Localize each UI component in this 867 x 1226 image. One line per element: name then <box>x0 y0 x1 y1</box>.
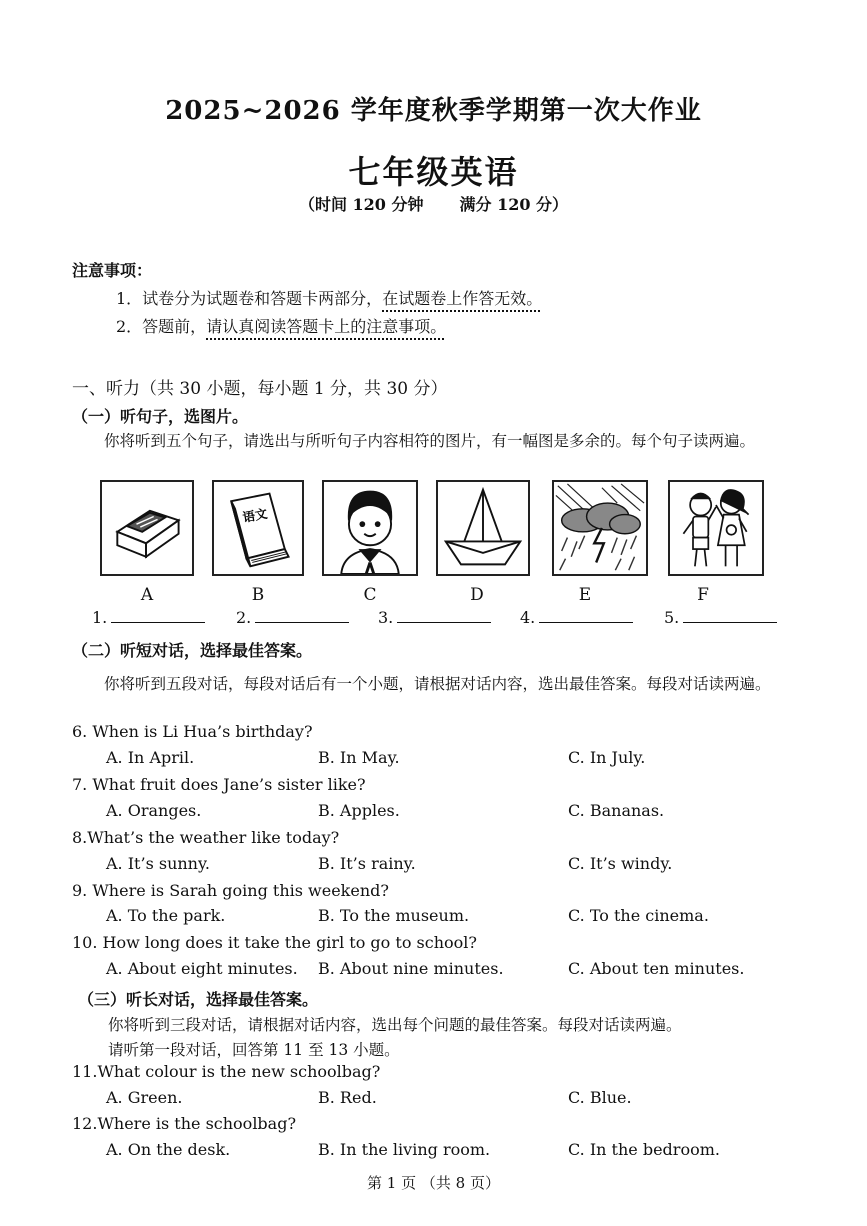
page-footer: 第 1 页 （共 8 页） <box>367 1174 500 1192</box>
question-7: 7. What fruit does Jane’s sister like? <box>72 775 366 794</box>
paper-boat-icon <box>438 482 528 574</box>
picture-c <box>322 480 418 576</box>
picture-label-a: A <box>140 585 154 605</box>
option-12c[interactable]: C. In the bedroom. <box>568 1140 720 1159</box>
option-8b[interactable]: B. It’s rainy. <box>318 854 416 873</box>
picture-d <box>436 480 530 576</box>
option-7b[interactable]: B. Apples. <box>318 801 400 820</box>
option-6a[interactable]: A. In April. <box>106 748 195 767</box>
option-9a[interactable]: A. To the park. <box>106 906 226 925</box>
answer-blank-2-number: 2. <box>236 608 252 627</box>
notice-item-1-emphasis: 在试题卷上作答无效。 <box>382 289 543 308</box>
option-6c[interactable]: C. In July. <box>568 748 646 767</box>
option-10a[interactable]: A. About eight minutes. <box>106 959 298 978</box>
option-10b[interactable]: B. About nine minutes. <box>318 959 504 978</box>
exam-meta <box>0 192 867 215</box>
option-12b[interactable]: B. In the living room. <box>318 1140 491 1159</box>
exam-subject: 七年级英语 <box>348 153 519 191</box>
part-3-heading: （三）听长对话，选择最佳答案。 <box>78 990 319 1009</box>
notice-item-1-text: 1．试卷分为试题卷和答题卡两部分， <box>116 289 383 308</box>
option-7a[interactable]: A. Oranges. <box>106 801 202 820</box>
notice-heading: 注意事项： <box>72 261 153 280</box>
option-12a[interactable]: A. On the desk. <box>106 1140 231 1159</box>
part-1-instruction: 你将听到五个句子，请选出与所听句子内容相符的图片，有一幅图是多余的。每个句子读两遍。 <box>104 432 756 450</box>
question-11: 11.What colour is the new schoolbag? <box>72 1062 381 1081</box>
option-11c[interactable]: C. Blue. <box>568 1088 632 1107</box>
picture-label-d: D <box>470 585 484 605</box>
part-2-instruction: 你将听到五段对话，每段对话后有一个小题，请根据对话内容，选出最佳答案。每段对话读两遍。 <box>104 675 771 693</box>
option-8c[interactable]: C. It’s windy. <box>568 854 673 873</box>
option-7c[interactable]: C. Bananas. <box>568 801 665 820</box>
option-9c[interactable]: C. To the cinema. <box>568 906 709 925</box>
option-9b[interactable]: B. To the museum. <box>318 906 470 925</box>
exam-score: 满分 120 分） <box>459 195 569 214</box>
eraser-icon <box>102 482 192 574</box>
answer-line[interactable] <box>255 608 349 623</box>
option-6b[interactable]: B. In May. <box>318 748 400 767</box>
part-3-instruction-2: 请听第一段对话，回答第 11 至 13 小题。 <box>108 1041 400 1059</box>
part-1-heading: （一）听句子，选图片。 <box>72 407 249 426</box>
book-cover-text: 语文 <box>241 505 269 525</box>
picture-e <box>552 480 648 576</box>
answer-blank-1-number: 1. <box>92 608 108 627</box>
answer-blank-4[interactable] <box>520 608 633 627</box>
notice-item-2 <box>116 314 446 337</box>
rainstorm-icon <box>554 482 646 574</box>
answer-line[interactable] <box>683 608 777 623</box>
picture-a <box>100 480 194 576</box>
option-10c[interactable]: C. About ten minutes. <box>568 959 745 978</box>
option-11a[interactable]: A. Green. <box>106 1088 183 1107</box>
answer-line[interactable] <box>539 608 633 623</box>
answer-blank-4-number: 4. <box>520 608 536 627</box>
part-3-instruction: 你将听到三段对话，请根据对话内容，选出每个问题的最佳答案。每段对话读两遍。 <box>108 1016 682 1034</box>
answer-line[interactable] <box>111 608 205 623</box>
answer-blank-2[interactable] <box>236 608 349 627</box>
question-6: 6. When is Li Hua’s birthday? <box>72 722 313 741</box>
answer-blank-3[interactable] <box>378 608 491 627</box>
picture-label-f: F <box>697 585 709 605</box>
answer-blank-5[interactable] <box>664 608 777 627</box>
picture-f <box>668 480 764 576</box>
answer-blank-5-number: 5. <box>664 608 680 627</box>
picture-b <box>212 480 304 576</box>
exam-title: 2025~2026 学年度秋季学期第一次大作业 <box>165 96 702 126</box>
option-8a[interactable]: A. It’s sunny. <box>106 854 210 873</box>
picture-label-b: B <box>251 585 265 605</box>
option-11b[interactable]: B. Red. <box>318 1088 377 1107</box>
question-10: 10. How long does it take the girl to go to school? <box>72 933 477 952</box>
picture-label-e: E <box>578 585 592 605</box>
question-12: 12.Where is the schoolbag? <box>72 1114 297 1133</box>
notice-item-2-text: 2．答题前， <box>116 317 207 336</box>
question-9: 9. Where is Sarah going this weekend? <box>72 881 389 900</box>
notice-item-1 <box>116 286 542 309</box>
question-8: 8.What’s the weather like today? <box>72 828 340 847</box>
book-icon <box>214 482 302 574</box>
notice-item-2-emphasis: 请认真阅读答题卡上的注意事项。 <box>206 317 447 336</box>
answer-line[interactable] <box>397 608 491 623</box>
boy-icon <box>324 482 416 574</box>
exam-time: （时间 120 分钟 <box>298 195 424 214</box>
part-2-heading: （二）听短对话，选择最佳答案。 <box>72 641 313 660</box>
answer-blank-1[interactable] <box>92 608 205 627</box>
answer-blank-3-number: 3. <box>378 608 394 627</box>
children-icon <box>670 482 762 574</box>
section-1-heading: 一、听力（共 30 小题，每小题 1 分，共 30 分） <box>72 379 448 399</box>
picture-label-c: C <box>363 585 377 605</box>
